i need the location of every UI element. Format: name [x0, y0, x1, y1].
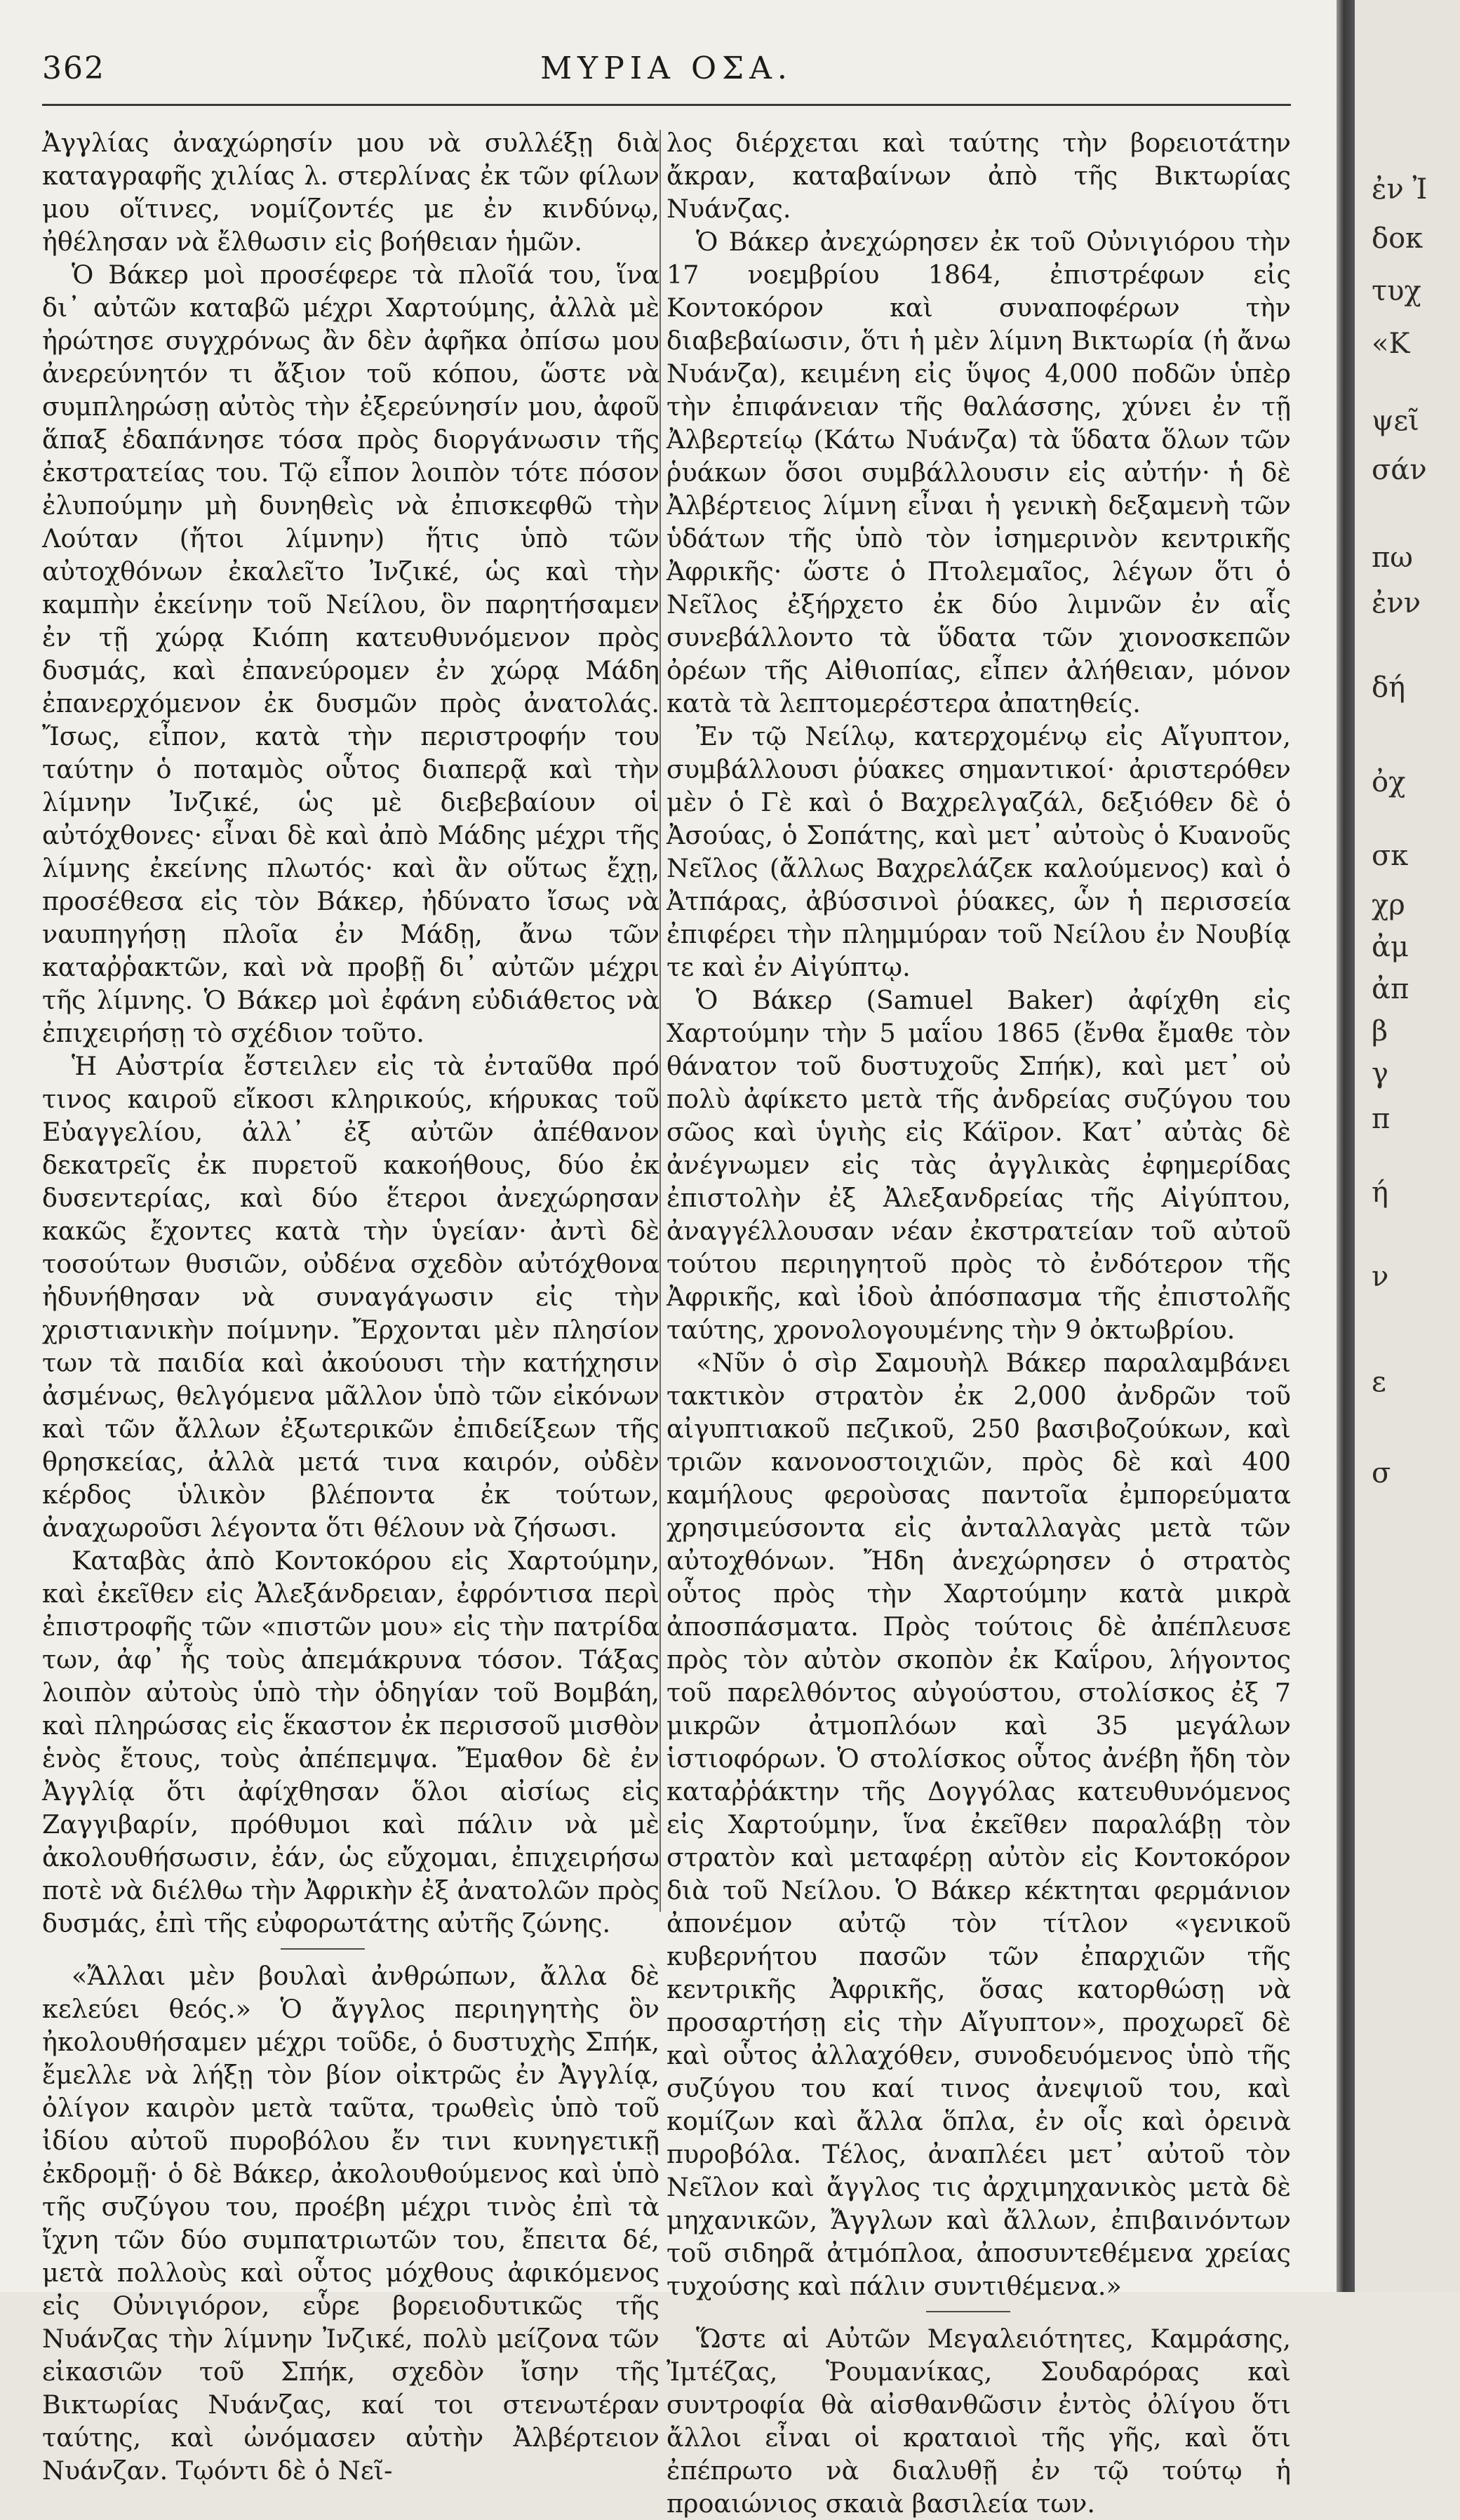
left-column	[42, 126, 659, 2486]
next-page-fragment: π	[1372, 1103, 1391, 1135]
page-number: 362	[42, 51, 105, 86]
column-divider	[659, 130, 661, 1912]
next-page-fragment: πω	[1372, 542, 1413, 574]
next-page-fragment: ε	[1372, 1366, 1386, 1398]
section-divider	[926, 2311, 1010, 2312]
paragraph: «Νῦν ὁ σὶρ Σαμουὴλ Βάκερ παραλαμβάνει τακτικὸν στρατὸν ἐκ 2,000 ἀνδρῶν τοῦ αἰγυπτιακοῦ πεζικοῦ, 250 βασιβοζούκων, καὶ τριῶν κανονοστοιχιῶν, πρὸς δὲ καὶ 400 καμήλους φεροὺσας παντοῖα ἐμπορεύματα χρησιμεύσοντα εἰς ἀνταλλαγὰς μετὰ τῶν αὐτοχθόνων. Ἤδη ἀνεχώρησεν ὁ στρατὸς οὗτος πρὸς τὴν Χαρτούμην κατὰ μικρὰ ἀποσπάσματα. Πρὸς τούτοις δὲ ἀπέπλευσε πρὸς τὸν αὐτὸν σκοπὸν ἐκ Καΐρου, λήγοντος τοῦ παρελθόντος αὐγούστου, στολίσκος ἐξ 7 μικρῶν ἀτμοπλόων καὶ 35 μεγάλων ἱστιοφόρων. Ὁ στολίσκος οὗτος ἀνέβη ἤδη τὸν καταῤῥάκτην τῆς Δογγόλας κατευθυνόμενος εἰς Χαρτούμην, ἵνα ἐκεῖθεν παραλάβῃ τὸν στρατὸν καὶ μεταφέρῃ αὐτὸν εἰς Κοντοκόρον διὰ τοῦ Νείλου. Ὁ Βάκερ κέκτηται φερμάνιον ἀπονέμον αὐτῷ τὸν τίτλον «γενικοῦ κυβερνήτου πασῶν τῶν ἐπαρχιῶν τῆς κεντρικῆς Ἀφρικῆς, ὅσας κατορθώσῃ νὰ προσαρτήσῃ εἰς τὴν Αἴγυπτον», προχωρεῖ δὲ καὶ οὗτος ἀλλαχόθεν, συνοδευόμενος ὑπὸ τῆς συζύγου του καί τινος ἀνεψιοῦ του, καὶ κομίζων καὶ ἄλλα ὅπλα, ἐν οἷς καὶ ὀρεινὰ πυροβόλα. Τέλος, ἀναπλέει μετ᾽ αὐτοῦ τὸν Νεῖλον καὶ ἄγγλος τις ἀρχιμηχανικὸς μετὰ δὲ μηχανικῶν, Ἄγγλων καὶ ἄλλων, ἐπιβαινόντων τοῦ σιδηρᾶ ἀτμόπλοα, ἀποσυντεθέμενα χρείας τυχούσης καὶ πάλιν συντιθέμενα.»	[667, 1348, 1291, 2301]
paragraph: Ὥστε αἱ Αὐτῶν Μεγαλειότητες, Καμράσης, Ἰμτέζας, Ῥουμανίκας, Σουδαρόρας καὶ συντροφία θὰ αἰσθανθῶσιν ἐντὸς ὀλίγου ὅτι ἄλλοι εἶναι οἱ κραταιοὶ τῆς γῆς, καὶ ὅτι ἐπέπρωτο νὰ διαλυθῇ ἐν τῷ τούτῳ ἡ προαιώνιος σκαιὰ βασιλεία των.	[667, 2324, 1291, 2519]
book-gutter	[1337, 0, 1355, 2292]
paragraph: Καταβὰς ἀπὸ Κοντοκόρου εἰς Χαρτούμην, καὶ ἐκεῖθεν εἰς Ἀλεξάνδρειαν, ἐφρόντισα περὶ ἐπιστροφῆς τῶν «πιστῶν μου» εἰς τὴν πατρίδα των, ἀφ᾽ ἧς τοὺς ἀπεμάκρυνα τόσον. Τάξας λοιπὸν αὐτοὺς ὑπὸ τὴν ὁδηγίαν τοῦ Βομβάη, καὶ πληρώσας εἰς ἕκαστον ἐκ περισσοῦ μισθὸν ἑνὸς ἔτους, τοὺς ἀπέπεμψα. Ἔμαθον δὲ ἐν Ἀγγλίᾳ ὅτι ἀφίχθησαν ὅλοι αἰσίως εἰς Ζαγγιβαρίν, πρόθυμοι καὶ πάλιν νὰ μὲ ἀκολουθήσωσιν, ἐάν, ὡς εὔχομαι, ἐπιχειρήσω ποτὲ νὰ διέλθω τὴν Ἀφρικὴν ἐξ ἀνατολῶν πρὸς δυσμάς, ἐπὶ τῆς εὐφορωτάτης αὐτῆς ζώνης.	[42, 1546, 659, 1938]
next-page-fragment: ἀμ	[1372, 931, 1409, 963]
next-page-fragment: σ	[1372, 1457, 1391, 1489]
next-page-fragment: σάν	[1372, 454, 1427, 486]
next-page-fragment: ἀπ	[1372, 973, 1409, 1005]
next-page-fragment: δοκ	[1372, 222, 1424, 255]
next-page-fragment: ὀχ	[1372, 766, 1406, 798]
right-column	[667, 126, 1291, 2519]
page-header	[42, 51, 1291, 100]
next-page-fragment: ν	[1372, 1261, 1389, 1293]
next-page-fragment: σκ	[1372, 840, 1409, 872]
next-page-fragment: ἐν Ἰ	[1372, 173, 1428, 206]
running-title: ΜΥΡΙΑ ΟΣΑ.	[540, 51, 793, 86]
next-page-fragment: β	[1372, 1015, 1388, 1047]
next-page-fragment: ψεῖ	[1372, 405, 1419, 437]
next-page-fragment: χρ	[1372, 889, 1405, 921]
header-rule	[42, 104, 1291, 106]
paragraph: Ἀγγλίας ἀναχώρησίν μου νὰ συλλέξῃ διὰ καταγραφῆς χιλίας λ. στερλίνας ἐκ τῶν φίλων μου οἵτινες, νομίζοντές με ἐν κινδύνῳ, ἠθέλησαν νὰ ἔλθωσιν εἰς βοήθειαν ἡμῶν.	[42, 128, 659, 257]
paragraph: Ὁ Βάκερ ἀνεχώρησεν ἐκ τοῦ Οὐνιγιόρου τὴν 17 νοεμβρίου 1864, ἐπιστρέφων εἰς Κοντοκόρον καὶ συναποφέρων τὴν διαβεβαίωσιν, ὅτι ἡ μὲν λίμνη Βικτωρία (ἡ ἄνω Νυάνζα), κειμένη εἰς ὕψος 4,000 ποδῶν ὑπὲρ τὴν ἐπιφάνειαν τῆς θαλάσσης, χύνει ἐν τῇ Ἀλβερτείῳ (Κάτω Νυάνζα) τὰ ὕδατα ὅλων τῶν ῥυάκων ὅσοι συμβάλλουσιν εἰς αὐτήν· ἡ δὲ Ἀλβέρτειος λίμνη εἶναι ἡ γενικὴ δεξαμενὴ τῶν ὑδάτων τῆς ὑπὸ τὸν ἰσημερινὸν κεντρικῆς Ἀφρικῆς· ὥστε ὁ Πτολεμαῖος, λέγων ὅτι ὁ Νεῖλος ἐξήρχετο ἐκ δύο λιμνῶν ἐν αἷς συνεβάλλοντο τὰ ὕδατα τῶν χιονοσκεπῶν ὀρέων τῆς Αἰθιοπίας, εἶπεν ἀλήθειαν, μόνον κατὰ τὰ λεπτομερέστερα ἀπατηθείς.	[667, 227, 1291, 718]
next-page-fragment: δή	[1372, 671, 1406, 704]
next-page-fragment: τυχ	[1372, 275, 1421, 307]
paragraph: «Ἄλλαι μὲν βουλαὶ ἀνθρώπων, ἄλλα δὲ κελεύει θεός.» Ὁ ἄγγλος περιηγητὴς ὃν ἠκολουθήσαμεν μέχρι τοῦδε, ὁ δυστυχὴς Σπήκ, ἔμελλε νὰ λήξῃ τὸν βίον οἰκτρῶς ἐν Ἀγγλίᾳ, ὀλίγον καιρὸν μετὰ ταῦτα, τρωθεὶς ὑπὸ τοῦ ἰδίου αὐτοῦ πυροβόλου ἔν τινι κυνηγετικῇ ἐκδρομῇ· ὁ δὲ Βάκερ, ἀκολουθούμενος καὶ ὑπὸ τῆς συζύγου του, προέβη μέχρι τινὸς ἐπὶ τὰ ἴχνη τῶν δύο συμπατριωτῶν του, ἔπειτα δέ, μετὰ πολλοὺς καὶ οὗτος μόχθους ἀφικόμενος εἰς Οὐνιγιόρον, εὗρε βορειοδυτικῶς τῆς Νυάνζας τὴν λίμνην Ἰνζικέ, πολὺ μείζονα τῶν εἰκασιῶν τοῦ Σπήκ, σχεδὸν ἴσην τῆς Βικτωρίας Νυάνζας, καί τοι στενωτέραν ταύτης, καὶ ὠνόμασεν αὐτὴν Ἀλβέρτειον Νυάνζαν. Τῳόντι δὲ ὁ Νεῖ-	[42, 1961, 659, 2486]
next-page-fragment: ή	[1372, 1177, 1388, 1209]
paragraph: Ὁ Βάκερ μοὶ προσέφερε τὰ πλοῖά του, ἵνα δι᾽ αὐτῶν καταβῶ μέχρι Χαρτούμης, ἀλλὰ μὲ ἠρώτησε συγχρόνως ἂν δὲν ἀφῆκα ὀπίσω μου ἀνερεύνητόν τι ἄξιον τοῦ κόπου, ὥστε νὰ συμπληρώσῃ αὐτὸς τὴν ἐξερεύνησίν μου, ἀφοῦ ἅπαξ ἐδαπάνησε τόσα πρὸς διοργάνωσιν τῆς ἐκστρατείας του. Τῷ εἶπον λοιπὸν τότε πόσον ἐλυπούμην μὴ δυνηθεὶς νὰ ἐπισκεφθῶ τὴν Λούταν (ἤτοι λίμνην) ἥτις ὑπὸ τῶν αὐτοχθόνων ἐκαλεῖτο Ἰνζικέ, ὡς καὶ τὴν καμπὴν ἐκείνην τοῦ Νείλου, ὃν παρητήσαμεν ἐν τῇ χώρᾳ Κιόπη κατευθυνόμενον πρὸς δυσμάς, καὶ ἐπανεύρομεν ἐν χώρᾳ Μάδη ἐπανερχόμενον ἐκ δυσμῶν πρὸς ἀνατολάς. Ἴσως, εἶπον, κατὰ τὴν περιστροφήν του ταύτην ὁ ποταμὸς οὗτος διαπερᾷ καὶ τὴν λίμνην Ἰνζικέ, ὡς μὲ διεβεβαίουν οἱ αὐτόχθονες· εἶναι δὲ καὶ ἀπὸ Μάδης μέχρι τῆς λίμνης ἐκείνης πλωτός· καὶ ἂν οὕτως ἔχῃ, προσέθεσα εἰς τὸν Βάκερ, ἠδύνατο ἴσως νὰ ναυπηγήσῃ πλοῖα ἐν Μάδῃ, ἄνω τῶν καταῤῥακτῶν, καὶ νὰ προβῇ δι᾽ αὐτῶν μέχρι τῆς λίμνης. Ὁ Βάκερ μοὶ ἐφάνη εὐδιάθετος νὰ ἐπιχειρήσῃ τὸ σχέδιον τοῦτο.	[42, 260, 659, 1048]
paragraph: Ἐν τῷ Νείλῳ, κατερχομένῳ εἰς Αἴγυπτον, συμβάλλουσι ῥύακες σημαντικοί· ἀριστερόθεν μὲν ὁ Γὲ καὶ ὁ Βαχρελγαζάλ, δεξιόθεν δὲ ὁ Ἀσούας, ὁ Σοπάτης, καὶ μετ᾽ αὐτοὺς ὁ Κυανοῦς Νεῖλος (ἄλλως Βαχρελάζεκ καλούμενος) καὶ ὁ Ἀτπάρας, ἀβύσσινοὶ ῥύακες, ὧν ἡ περισσεία ἐπιφέρει τὴν πλημμύραν τοῦ Νείλου ἐν Νουβίᾳ τε καὶ ἐν Αἰγύπτῳ.	[667, 721, 1291, 982]
next-page-fragment: «Κ	[1372, 328, 1410, 360]
next-page-fragment: γ	[1372, 1057, 1388, 1090]
paragraph: λος διέρχεται καὶ ταύτης τὴν βορειοτάτην ἄκραν, καταβαίνων ἀπὸ τῆς Βικτωρίας Νυάνζας.	[667, 128, 1291, 224]
next-page-edge	[1355, 0, 1460, 2292]
paragraph: Ἡ Αὐστρία ἔστειλεν εἰς τὰ ἐνταῦθα πρό τινος καιροῦ εἴκοσι κληρικούς, κήρυκας τοῦ Εὐαγγελίου, ἀλλ᾽ ἐξ αὐτῶν ἀπέθανον δεκατρεῖς ἐκ πυρετοῦ κακοήθους, δύο ἐκ δυσεντερίας, καὶ δύο ἕτεροι ἀνεχώρησαν κακῶς ἔχοντες κατὰ τὴν ὑγείαν· ἀντὶ δὲ τοσούτων θυσιῶν, οὐδένα σχεδὸν αὐτόχθονα ἠδυνήθησαν νὰ συναγάγωσιν εἰς τὴν χριστιανικὴν ποίμνην. Ἔρχονται μὲν πλησίον των τὰ παιδία καὶ ἀκούουσι τὴν κατήχησιν ἀσμένως, θελγόμενα μᾶλλον ὑπὸ τῶν εἰκόνων καὶ τῶν ἄλλων ἐξωτερικῶν ἐπιδείξεων τῆς θρησκείας, ἀλλὰ μετά τινα καιρόν, οὐδὲν κέρδος ὑλικὸν βλέποντα ἐκ τούτων, ἀναχωροῦσι λέγοντα ὅτι θέλουν νὰ ζήσωσι.	[42, 1051, 659, 1543]
section-divider	[281, 1948, 365, 1950]
next-page-fragment: ἐνν	[1372, 587, 1421, 619]
paragraph: Ὁ Βάκερ (Samuel Baker) ἀφίχθη εἰς Χαρτούμην τὴν 5 μαΐου 1865 (ἔνθα ἔμαθε τὸν θάνατον τοῦ δυστυχοῦς Σπήκ), καὶ μετ᾽ οὐ πολὺ ἀφίκετο μετὰ τῆς ἀνδρείας συζύγου του σῶος καὶ ὑγιὴς εἰς Κάϊρον. Κατ᾽ αὐτὰς δὲ ἀνέγνωμεν εἰς τὰς ἀγγλικὰς ἐφημερίδας ἐπιστολὴν ἐξ Ἀλεξανδρείας τῆς Αἰγύπτου, ἀναγγέλλουσαν νέαν ἐκστρατείαν τοῦ αὐτοῦ τούτου περιηγητοῦ πρὸς τὸ ἐνδότερον τῆς Ἀφρικῆς, καὶ ἰδοὺ ἀπόσπασμα τῆς ἐπιστολῆς ταύτης, χρονολογουμένης τὴν 9 ὀκτωβρίου.	[667, 985, 1291, 1345]
